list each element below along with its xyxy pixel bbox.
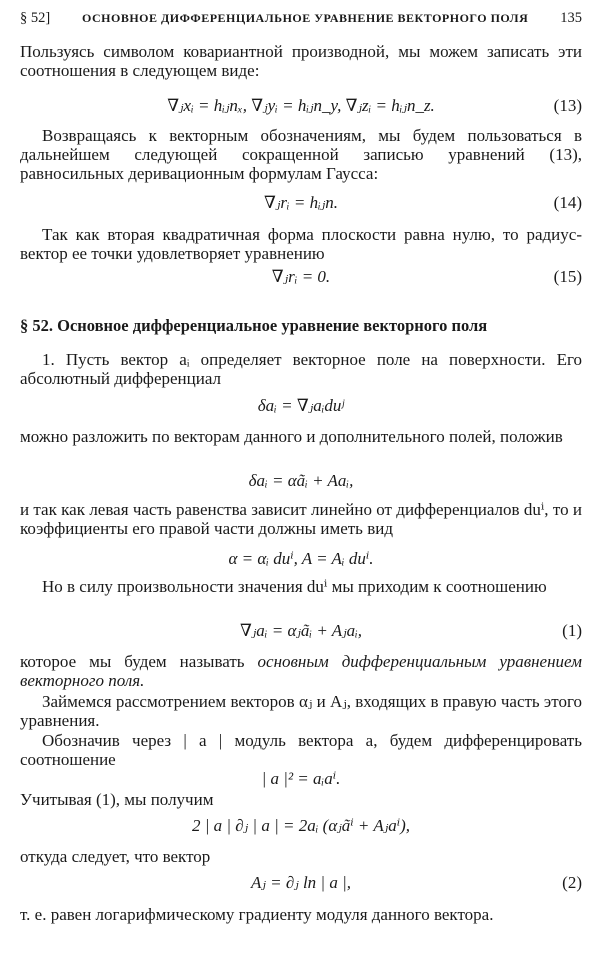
equation-13-formula: ∇ⱼxᵢ = hᵢⱼnₓ, ∇ⱼyᵢ = hᵢⱼn_y, ∇ⱼzᵢ = hᵢⱼn_z. <box>167 96 435 115</box>
equation-c <box>20 548 582 570</box>
paragraph-7: Но в силу произвольности значения duⁱ мы приходим к соотношению <box>42 577 547 596</box>
running-header <box>20 10 582 32</box>
equation-15-number: (15) <box>553 267 582 286</box>
equation-14-formula: ∇ⱼrᵢ = hᵢⱼn. <box>263 193 339 212</box>
equation-c-formula: α = αᵢ duⁱ, A = Aᵢ duⁱ. <box>228 549 374 568</box>
equation-13-number: (13) <box>553 96 582 115</box>
paragraph-5: можно разложить по векторам данного и дополнительного полей, положив <box>20 427 563 446</box>
equation-1-number: (1) <box>562 621 582 640</box>
paragraph-8-text: которое мы будем называть <box>20 652 258 671</box>
paragraph-9: Займемся рассмотрением векторов αⱼ и Aⱼ, входящих в правую часть этого уравнения. <box>20 692 582 730</box>
equation-13 <box>20 95 582 117</box>
equation-14-number: (14) <box>553 193 582 212</box>
paragraph-10: Обозначив через | a | модуль вектора a, будем дифференцировать соотношение <box>20 731 582 769</box>
equation-15 <box>20 266 582 288</box>
equation-2-formula: Aⱼ = ∂ⱼ ln | a |, <box>250 873 352 892</box>
paragraph-12: откуда следует, что вектор <box>20 847 211 866</box>
equation-d <box>20 768 582 790</box>
equation-15-formula: ∇ⱼrᵢ = 0. <box>271 267 331 286</box>
equation-a <box>20 395 582 417</box>
header-title: ОСНОВНОЕ ДИФФЕРЕНЦИАЛЬНОЕ УРАВНЕНИЕ ВЕКТОРНОГО ПОЛЯ <box>82 11 529 25</box>
paragraph-13: т. е. равен логарифмическому градиенту модуля данного вектора. <box>20 905 494 924</box>
paragraph-2: Возвращаясь к векторным обозначениям, мы будем пользоваться в дальнейшем следующей сокращенной записью уравнений (13), равносильных деривационным формулам Гаусса: <box>20 126 582 183</box>
equation-2 <box>20 872 582 894</box>
equation-b <box>20 470 582 492</box>
paragraph-4: 1. Пусть вектор aᵢ определяет векторное поле на поверхности. Его абсолютный дифференциал <box>20 350 582 388</box>
paragraph-6: и так как левая часть равенства зависит линейно от дифференциалов duⁱ, то и коэффициенты его правой части должны иметь вид <box>20 500 582 538</box>
paragraph-1: Пользуясь символом ковариантной производной, мы можем записать эти соотношения в следующем виде: <box>20 42 582 80</box>
page-number: 135 <box>560 10 582 26</box>
section-heading: § 52. Основное дифференциальное уравнение векторного поля <box>20 316 488 335</box>
equation-d-formula: | a |² = aᵢaⁱ. <box>261 769 341 788</box>
equation-e-formula: 2 | a | ∂ⱼ | a | = 2aᵢ (αⱼãⁱ + Aⱼaⁱ), <box>191 816 411 835</box>
equation-14 <box>20 192 582 214</box>
equation-1 <box>20 620 582 642</box>
equation-e <box>20 815 582 837</box>
paragraph-11: Учитывая (1), мы получим <box>20 790 214 809</box>
header-section-ref: § 52] <box>20 10 51 26</box>
equation-2-number: (2) <box>562 873 582 892</box>
paragraph-8 <box>20 652 582 690</box>
equation-b-formula: δaᵢ = αãᵢ + Aaᵢ, <box>248 471 354 490</box>
equation-1-formula: ∇ⱼaᵢ = αⱼãᵢ + Aⱼaᵢ, <box>239 621 363 640</box>
equation-a-formula: δaᵢ = ∇ⱼaᵢduʲ <box>257 396 345 415</box>
paragraph-8-emphasis: основным дифференциальным уравнением векторного поля. <box>20 652 582 690</box>
paragraph-3: Так как вторая квадратичная форма плоскости равна нулю, то радиус-вектор ее точки удовлетворяет уравнению <box>20 225 582 263</box>
